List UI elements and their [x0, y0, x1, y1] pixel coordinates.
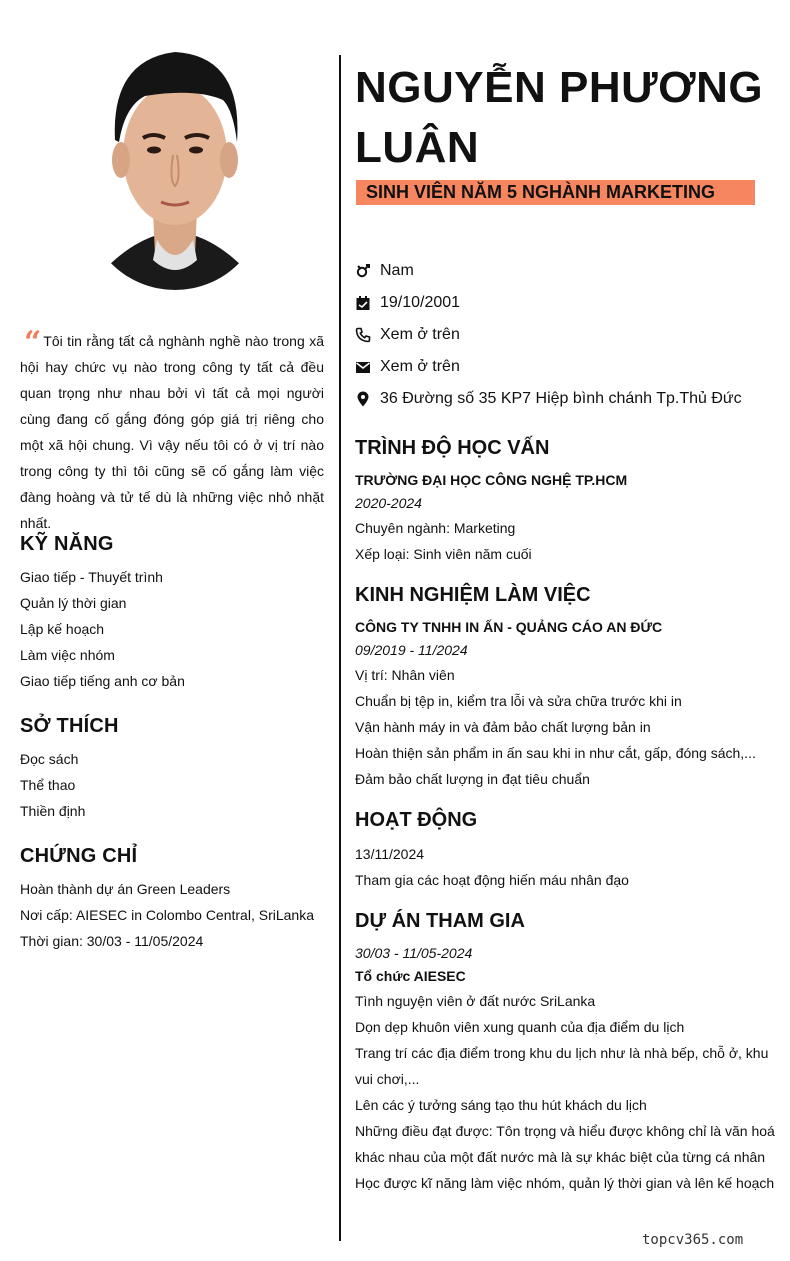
projects-lines — [355, 988, 775, 1196]
address-value: 36 Đường số 35 KP7 Hiệp bình chánh Tp.Thủ Đức — [380, 390, 742, 407]
gender-value: Nam — [380, 262, 414, 279]
avatar — [85, 30, 265, 290]
experience-line: Chuẩn bị tệp in, kiểm tra lỗi và sửa chữa trước khi in — [355, 693, 682, 709]
location-pin-icon — [355, 391, 371, 407]
contact-birthday — [355, 287, 775, 319]
contact-email — [355, 351, 775, 383]
project-line: Lên các ý tưởng sáng tạo thu hút khách du lịch — [355, 1097, 647, 1113]
contact-address — [355, 383, 775, 415]
contact-gender — [355, 255, 775, 287]
education-school: TRƯỜNG ĐẠI HỌC CÔNG NGHỆ TP.HCM — [355, 472, 628, 488]
skill-item: Giao tiếp tiếng anh cơ bản — [20, 673, 185, 689]
certificates-title: CHỨNG CHỈ — [20, 845, 138, 867]
column-divider — [339, 55, 341, 1241]
experience-line: Hoàn thiện sản phẩm in ấn sau khi in như cắt, gấp, đóng sách,... — [355, 745, 756, 761]
projects-organization: Tổ chức AIESEC — [355, 968, 466, 984]
skill-item: Làm việc nhóm — [20, 647, 115, 663]
quote-mark-icon: “ — [24, 325, 42, 360]
skill-item: Quản lý thời gian — [20, 595, 127, 611]
hobbies-title: SỞ THÍCH — [20, 715, 119, 737]
profile-quote — [20, 325, 324, 536]
certificates-section — [20, 845, 324, 954]
skills-title: KỸ NĂNG — [20, 533, 114, 555]
experience-company: CÔNG TY TNHH IN ẤN - QUẢNG CÁO AN ĐỨC — [355, 619, 663, 635]
activities-title: HOẠT ĐỘNG — [355, 809, 478, 831]
watermark: topcv365.com — [642, 1232, 744, 1248]
skill-item: Lập kế hoạch — [20, 621, 105, 637]
experience-line: Vận hành máy in và đảm bảo chất lượng bản in — [355, 719, 651, 735]
email-value: Xem ở trên — [380, 358, 460, 375]
hobby-item: Đọc sách — [20, 751, 79, 767]
education-rank: Xếp loại: Sinh viên năm cuối — [355, 546, 532, 562]
activities-description: Tham gia các hoạt động hiến máu nhân đạo — [355, 872, 629, 888]
experience-line: Vị trí: Nhân viên — [355, 667, 455, 683]
skills-section — [20, 533, 324, 694]
phone-value: Xem ở trên — [380, 326, 460, 343]
job-title: SINH VIÊN NĂM 5 NGHÀNH MARKETING — [356, 180, 755, 205]
calendar-icon — [355, 295, 371, 311]
experience-title: KINH NGHIỆM LÀM VIỆC — [355, 584, 591, 606]
experience-line: Đảm bảo chất lượng in đạt tiêu chuẩn — [355, 771, 590, 787]
gender-icon — [355, 263, 371, 279]
hobby-item: Thiền định — [20, 803, 86, 819]
certificate-item: Nơi cấp: AIESEC in Colombo Central, SriLanka — [20, 907, 314, 923]
certificate-item: Hoàn thành dự án Green Leaders — [20, 881, 231, 897]
project-line: Dọn dẹp khuôn viên xung quanh của địa điểm du lịch — [355, 1019, 685, 1035]
education-major: Chuyên ngành: Marketing — [355, 520, 516, 536]
quote-text: Tôi tin rằng tất cả nghành nghề nào trong xã hội hay chức vụ nào trong công ty tất cả đều quan trọng như nhau bởi vì tất cả mọi người cùng đang cố gắng đóng góp giá trị riêng cho một xã hội chung. Vì vậy nếu tôi có ở vị trí nào trong công ty thì tôi cũng sẽ cố gắng làm việc đàng hoàng và tử tế dù là những việc nhỏ nhặt nhất. — [20, 333, 324, 531]
hobbies-section — [20, 715, 324, 824]
project-line: Tình nguyện viên ở đất nước SriLanka — [355, 993, 596, 1009]
project-line: Trang trí các địa điểm trong khu du lịch như là nhà bếp, chỗ ở, khu vui chơi,... — [355, 1045, 769, 1087]
phone-icon — [355, 327, 371, 343]
projects-title: DỰ ÁN THAM GIA — [355, 910, 525, 932]
projects-period: 30/03 - 11/05-2024 — [355, 945, 473, 961]
education-period: 2020-2024 — [355, 495, 422, 511]
project-line: Những điều đạt được: Tôn trọng và hiểu được không chỉ là văn hoá khác nhau của một đất nước mà là sự khác biệt của từng cá nhân — [355, 1123, 775, 1165]
activities-date: 13/11/2024 — [355, 846, 425, 862]
birthday-value: 19/10/2001 — [380, 294, 461, 311]
contact-phone — [355, 319, 775, 351]
experience-period: 09/2019 - 11/2024 — [355, 642, 468, 658]
education-title: TRÌNH ĐỘ HỌC VẤN — [355, 437, 550, 459]
certificate-item: Thời gian: 30/03 - 11/05/2024 — [20, 933, 204, 949]
skill-item: Giao tiếp - Thuyết trình — [20, 569, 163, 585]
project-line: Học được kĩ năng làm việc nhóm, quản lý thời gian và lên kế hoạch — [355, 1175, 775, 1191]
full-name: NGUYỄN PHƯƠNG LUÂN — [355, 63, 764, 172]
envelope-icon — [355, 359, 371, 375]
hobby-item: Thể thao — [20, 777, 76, 793]
